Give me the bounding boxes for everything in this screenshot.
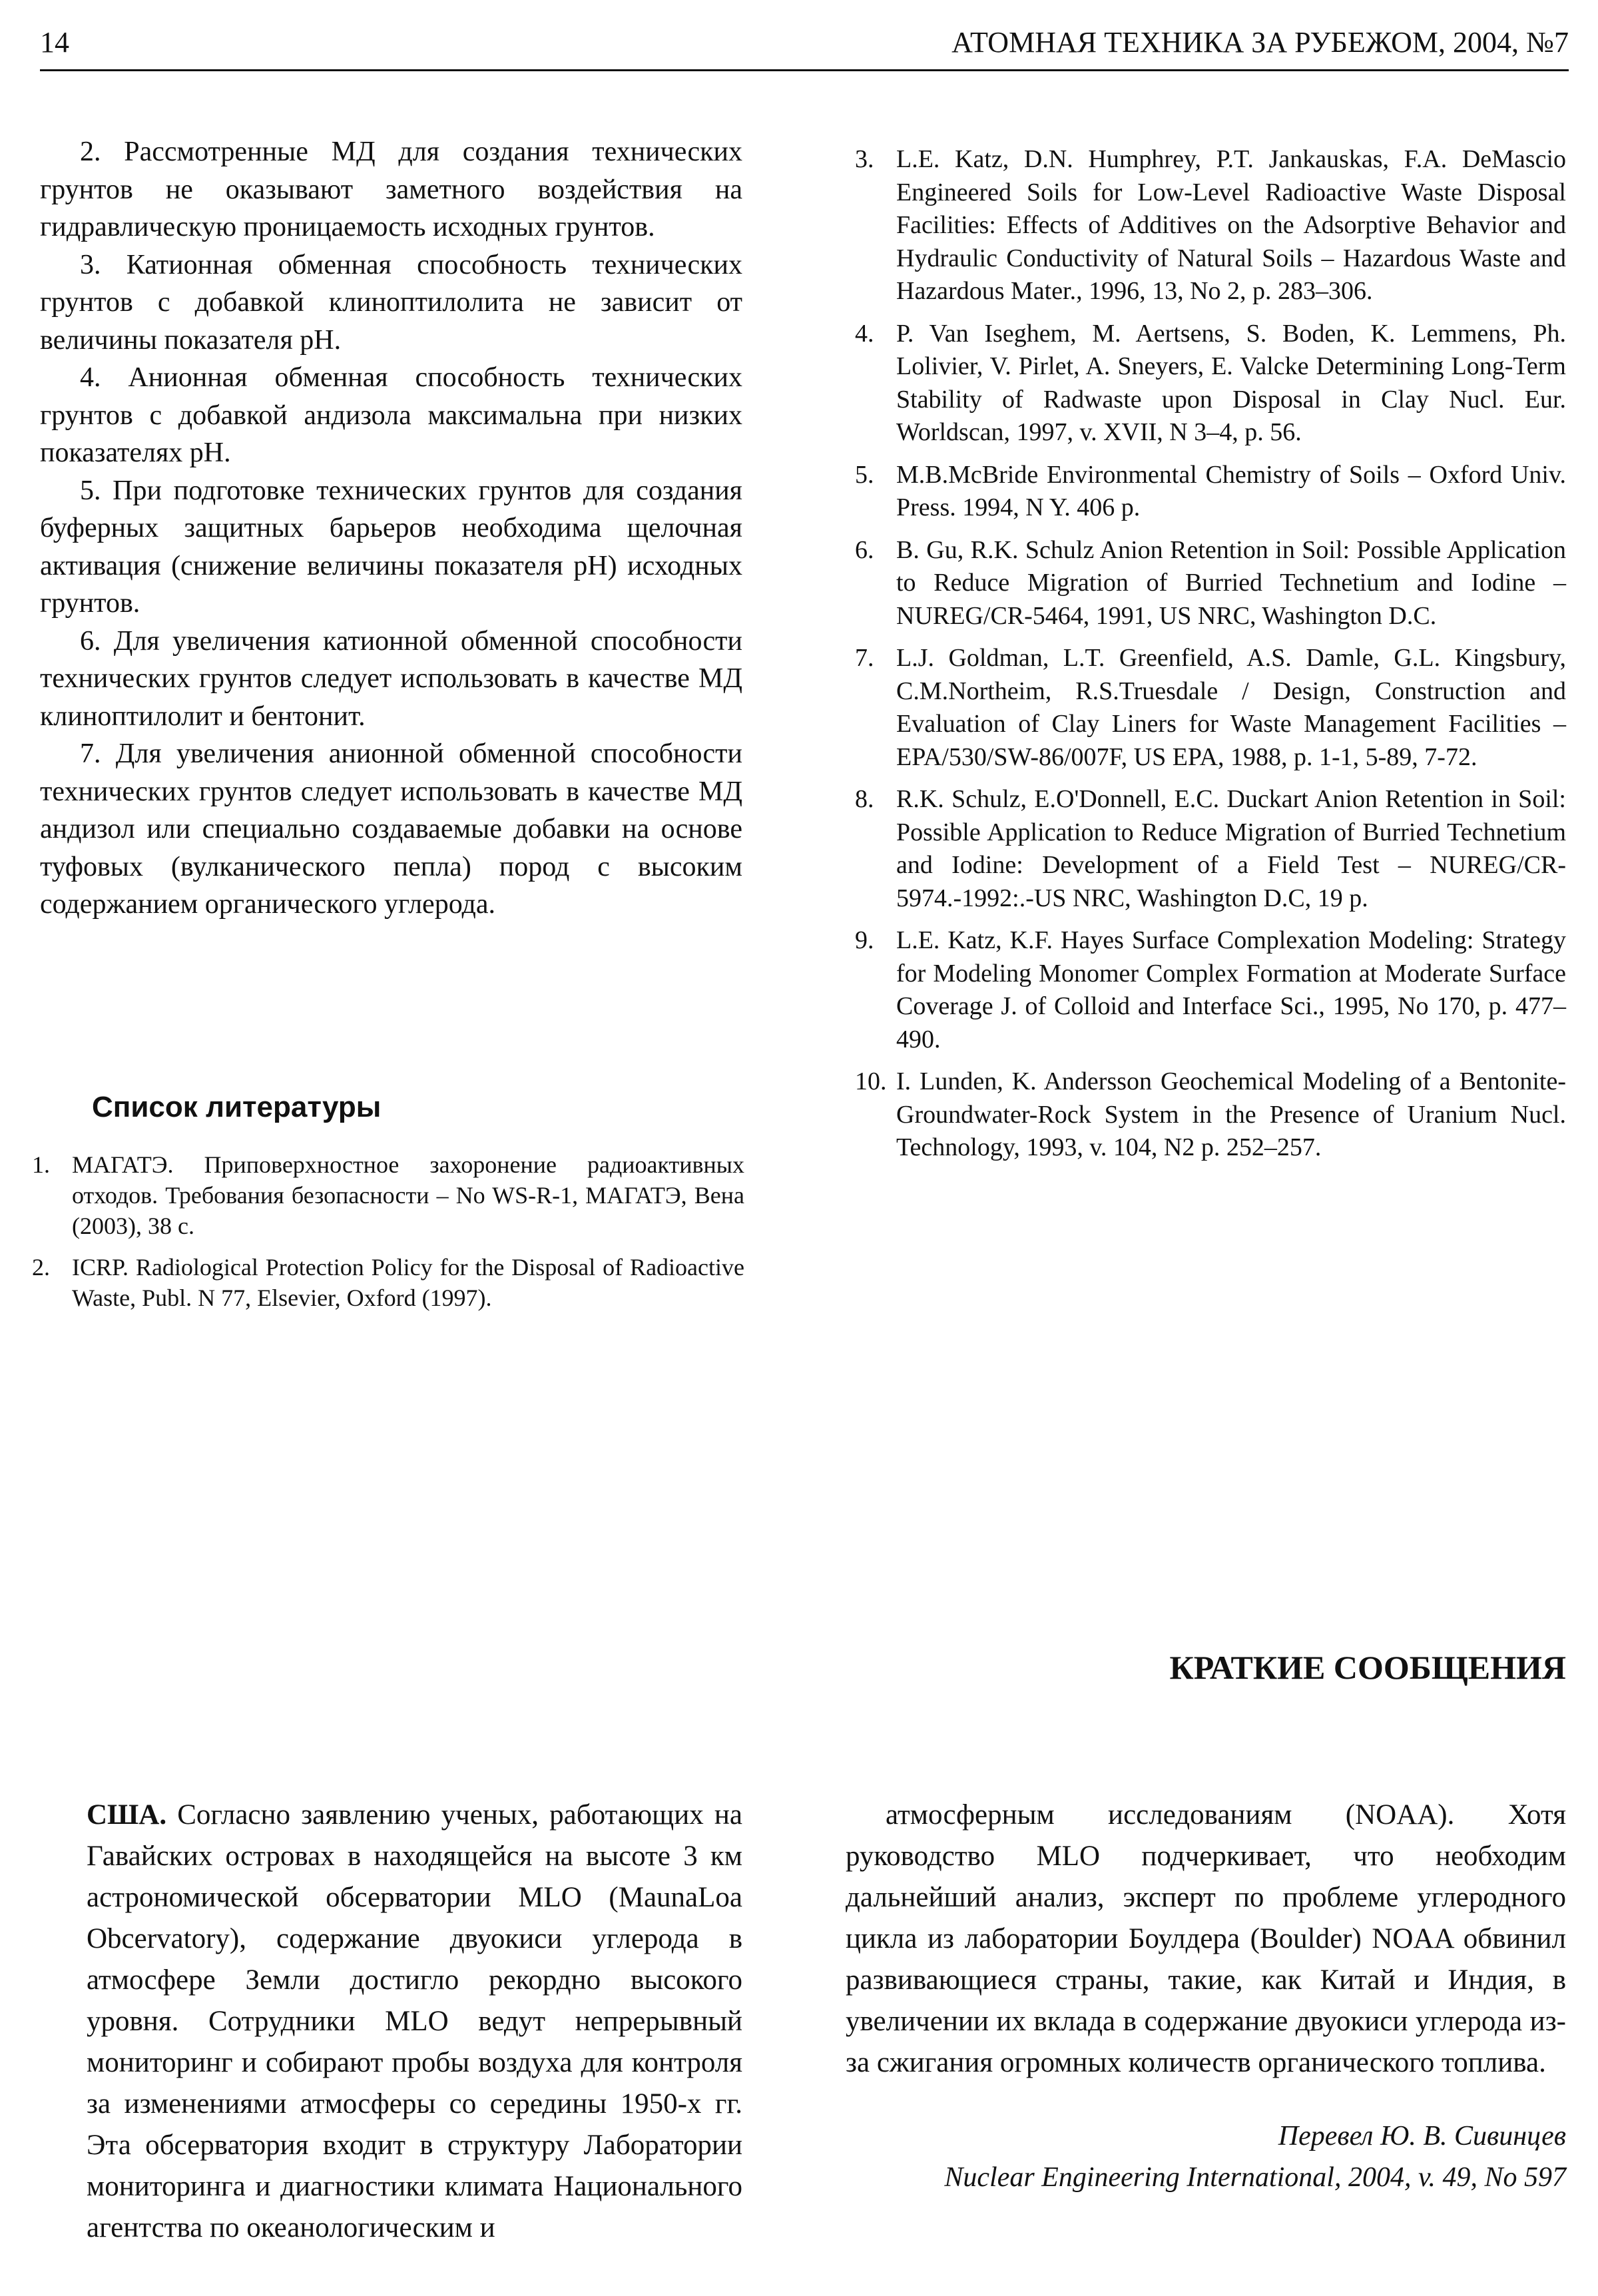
reference-text: B. Gu, R.K. Schulz Anion Retention in Soil: Possible Application to Reduce Migration of Burried Technetium and Iodine – NUREG/CR-5464, 1991, US NRC, Washington D.C. (896, 535, 1566, 630)
conclusion-paragraph: 6. Для увеличения катионной обменной способности технических грунтов следует использовать в качестве МД клиноптилолит и бентонит. (40, 625, 742, 732)
reference-number: 1. (32, 1151, 50, 1178)
reference-item (32, 1252, 744, 1313)
news-column-left (87, 1795, 742, 2249)
page-number: 14 (40, 26, 69, 59)
header-rule (40, 69, 1569, 71)
conclusion-paragraph: 7. Для увеличения анионной обменной способности технических грунтов следует использовать в качестве МД андизол или специально создаваемые добавки на основе туфовых (вулканического пепла) пород с высоким содержанием органического углерода. (40, 738, 742, 920)
reference-number: 4. (855, 319, 874, 348)
reference-number: 8. (855, 785, 874, 813)
source-credit: Nuclear Engineering International, 2004, v. 49, No 597 (944, 2162, 1566, 2193)
news-text-left: Согласно заявлению ученых, работающих на Гавайских островах в находящейся на высоте 3 км астрономической обсерватории MLO (MaunaLoa Obcervatory), содержание двуокиси углерода в атмосфере Земли достигло рекордно высокого уровня. Сотрудники MLO ведут непрерывный мониторинг и собирают пробы воздуха для контроля за изменениями атмосферы со середины 1950-х гг. Эта обсерватория входит в структуру Лаборатории мониторинга и диагностики климата Национального агентства по океанологическим и (87, 1799, 742, 2243)
conclusion-paragraph: 4. Анионная обменная способность технических грунтов с добавкой андизола максимальна при низких показателях pH. (40, 362, 742, 468)
reference-item (855, 642, 1566, 774)
reference-text: M.B.McBride Environmental Chemistry of Soils – Oxford Univ. Press. 1994, N Y. 406 p. (896, 460, 1566, 521)
reference-item (855, 534, 1566, 633)
references-list-left (32, 1149, 744, 1324)
reference-text: P. Van Iseghem, M. Aertsens, S. Boden, K. Lemmens, Ph. Lolivier, V. Pirlet, A. Sneyers, E. Valcke Determining Long-Term Stability of Radwaste upon Disposal in Clay Nucl. Eur. Worldscan, 1997, v. XVII, N 3–4, p. 56. (896, 319, 1566, 446)
conclusion-paragraph: 2. Рассмотренные МД для создания технических грунтов не оказывают заметного воздействия на гидравлическую проницаемость исходных грунтов. (40, 137, 742, 242)
conclusion-paragraph: 3. Катионная обменная способность технических грунтов с добавкой клиноптилолита не зависит от величины показателя pH. (40, 249, 742, 356)
reference-text: I. Lunden, K. Andersson Geochemical Modeling of a Bentonite-Groundwater-Rock System in the Presence of Uranium Nucl. Technology, 1993, v. 104, N2 p. 252–257. (896, 1067, 1566, 1161)
reference-item (855, 459, 1566, 525)
reference-number: 6. (855, 535, 874, 564)
reference-item (32, 1149, 744, 1241)
reference-number: 10. (855, 1067, 887, 1095)
reference-text: L.E. Katz, D.N. Humphrey, P.T. Jankauskas, F.A. DeMascio Engineered Soils for Low-Level Radioactive Waste Disposal Facilities: Effects of Additives on the Adsorptive Behavior and Hydraulic Conductivity of Natural Soils – Hazardous Waste and Hazardous Mater., 1996, 13, No 2, p. 283–306. (896, 145, 1566, 305)
running-header: АТОМНАЯ ТЕХНИКА ЗА РУБЕЖОМ, 2004, №7 (951, 26, 1569, 59)
reference-item (855, 1065, 1566, 1165)
reference-item (855, 143, 1566, 308)
conclusion-paragraph: 5. При подготовке технических грунтов для создания буферных защитных барьеров необходима щелочная активация (снижение величины показателя pH) исходных грунтов. (40, 475, 742, 619)
news-country: США. (87, 1799, 167, 1831)
reference-number: 9. (855, 926, 874, 954)
reference-number: 7. (855, 644, 874, 672)
reference-number: 2. (32, 1254, 50, 1281)
news-column-right (846, 1795, 1566, 2198)
reference-text: L.J. Goldman, L.T. Greenfield, A.S. Damle, G.L. Kingsbury, C.M.Northeim, R.S.Truesdale / Design, Construction and Evaluation of Clay Liners for Waste Management Facilities – EPA/530/SW-86/007F, US EPA, 1988, p. 1-1, 5-89, 7-72. (896, 644, 1566, 771)
conclusions-column (40, 133, 742, 924)
section-title: КРАТКИЕ СООБЩЕНИЯ (1169, 1649, 1566, 1686)
references-heading: Список литературы (92, 1091, 382, 1123)
reference-text: L.E. Katz, K.F. Hayes Surface Complexation Modeling: Strategy for Modeling Monomer Complex Formation at Moderate Surface Coverage J. of Colloid and Interface Sci., 1995, No 170, p. 477–490. (896, 926, 1566, 1053)
reference-text: МАГАТЭ. Приповерхностное захоронение радиоактивных отходов. Требования безопасности – No WS-R-1, МАГАТЭ, Вена (2003), 38 с. (72, 1151, 744, 1239)
reference-text: ICRP. Radiological Protection Policy for the Disposal of Radioactive Waste, Publ. N 77, Elsevier, Oxford (1997). (72, 1254, 744, 1311)
reference-item (855, 783, 1566, 915)
reference-item (855, 318, 1566, 449)
translator-credit: Перевел Ю. В. Сивинцев (1278, 2121, 1566, 2152)
references-list-right (855, 143, 1566, 1174)
reference-item (855, 924, 1566, 1056)
news-text-right: атмосферным исследованиям (NOAA). Хотя руководство MLO подчеркивает, что необходим дальнейший анализ, эксперт по проблеме углеродного цикла из лаборатории Боулдера (Boulder) NOAA обвинил развивающиеся страны, такие, как Китай и Индия, в увеличении их вклада в содержание двуокиси углерода из-за сжигания огромных количеств органического топлива. (846, 1799, 1566, 2078)
reference-text: R.K. Schulz, E.O'Donnell, E.C. Duckart Anion Retention in Soil: Possible Application to Reduce Migration of Burried Technetium and Iodine: Development of a Field Test – NUREG/CR-5974.-1992:.-US NRC, Washington D.C, 19 p. (896, 785, 1566, 912)
reference-number: 3. (855, 145, 874, 173)
reference-number: 5. (855, 460, 874, 489)
